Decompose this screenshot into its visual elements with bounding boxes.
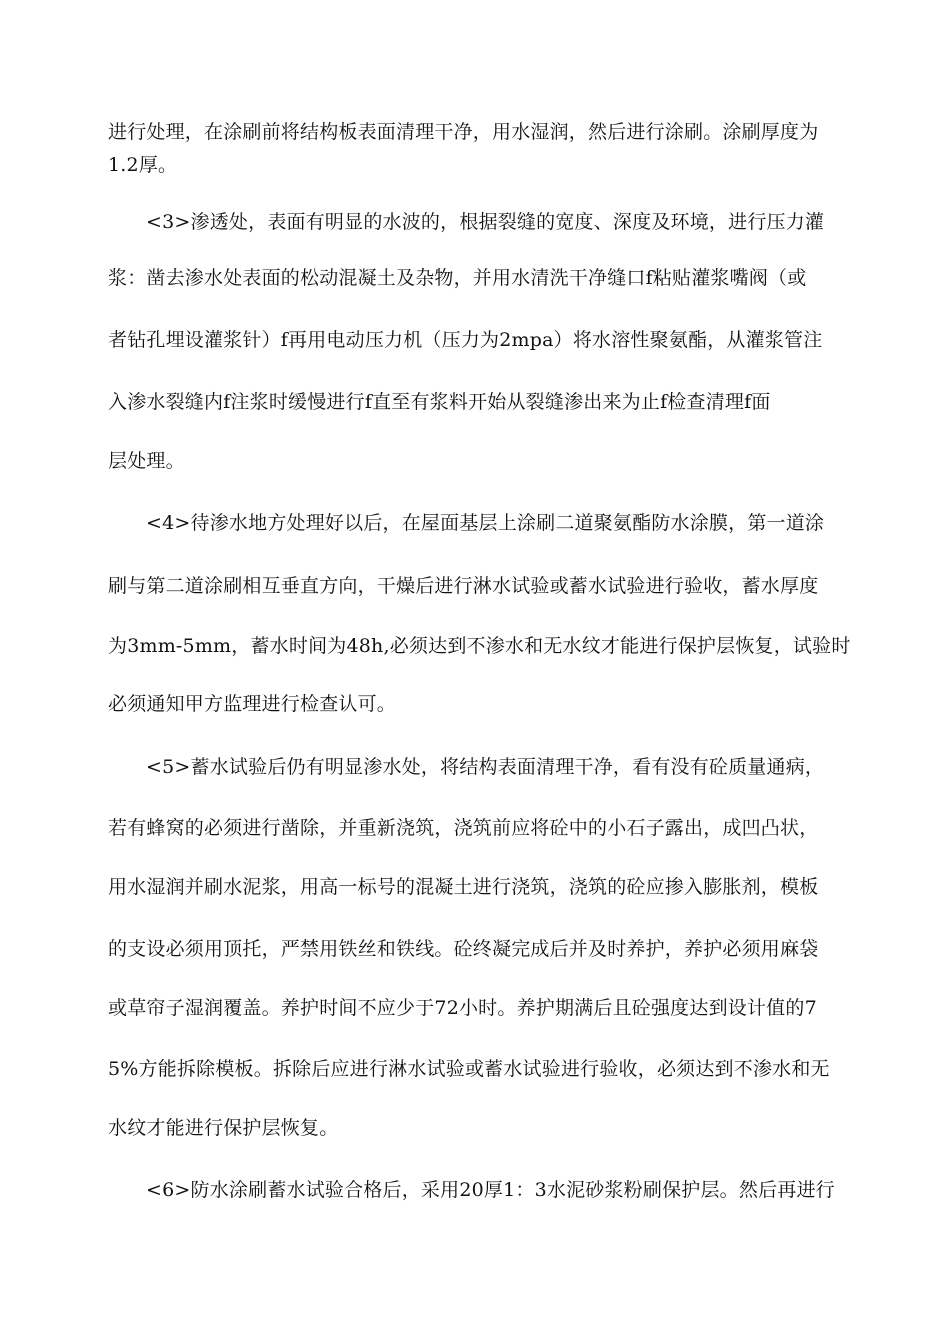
text-line: 若有蜂窝的必须进行凿除，并重新浇筑，浇筑前应将砼中的小石子露出，成凹凸状， [108,817,819,839]
text-line: 必须通知甲方监理进行检查认可。 [108,693,397,715]
text-line: 的支设必须用顶托，严禁用铁丝和铁线。砼终凝完成后并及时养护，养护必须用麻袋 [108,938,819,960]
text-line: 或草帘子湿润覆盖。养护时间不应少于72小时。养护期满后且砼强度达到设计值的7 [108,997,817,1019]
text-line: 为3mm-5mm，蓄水时间为48h,必须达到不渗水和无水纹才能进行保护层恢复，试验时 [108,635,851,657]
text-line: 者钻孔埋设灌浆针）f再用电动压力机（压力为2mpa）将水溶性聚氨酯，从灌浆管注 [108,329,823,351]
text-line: <4>待渗水地方处理好以后，在屋面基层上涂刷二道聚氨酯防水涂膜，第一道涂 [146,512,825,534]
text-line: 刷与第二道涂刷相互垂直方向，干燥后进行淋水试验或蓄水试验进行验收，蓄水厚度 [108,575,819,597]
text-line: <3>渗透处，表面有明显的水波的，根据裂缝的宽度、深度及环境，进行压力灌 [146,211,825,233]
text-line: 5%方能拆除模板。拆除后应进行淋水试验或蓄水试验进行验收，必须达到不渗水和无 [108,1058,830,1080]
text-line: 1.2厚。 [108,154,178,176]
text-line: <5>蓄水试验后仍有明显渗水处，将结构表面清理干净，看有没有砼质量通病， [146,756,825,778]
text-line: 浆：凿去渗水处表面的松动混凝土及杂物，并用水清洗干净缝口f粘贴灌浆嘴阀（或 [108,267,807,289]
text-line: 用水湿润并刷水泥浆，用高一标号的混凝土进行浇筑，浇筑的砼应掺入膨胀剂，模板 [108,876,819,898]
text-line: 进行处理，在涂刷前将结构板表面清理干净，用水湿润，然后进行涂刷。涂刷厚度为 [108,121,819,143]
text-line: 层处理。 [108,450,185,472]
text-line: <6>防水涂刷蓄水试验合格后，采用20厚1：3水泥砂浆粉刷保护层。然后再进行 [146,1179,835,1201]
text-line: 水纹才能进行保护层恢复。 [108,1117,339,1139]
text-line: 入渗水裂缝内f注浆时缓慢进行f直至有浆料开始从裂缝渗出来为止f检查清理f面 [108,391,771,413]
